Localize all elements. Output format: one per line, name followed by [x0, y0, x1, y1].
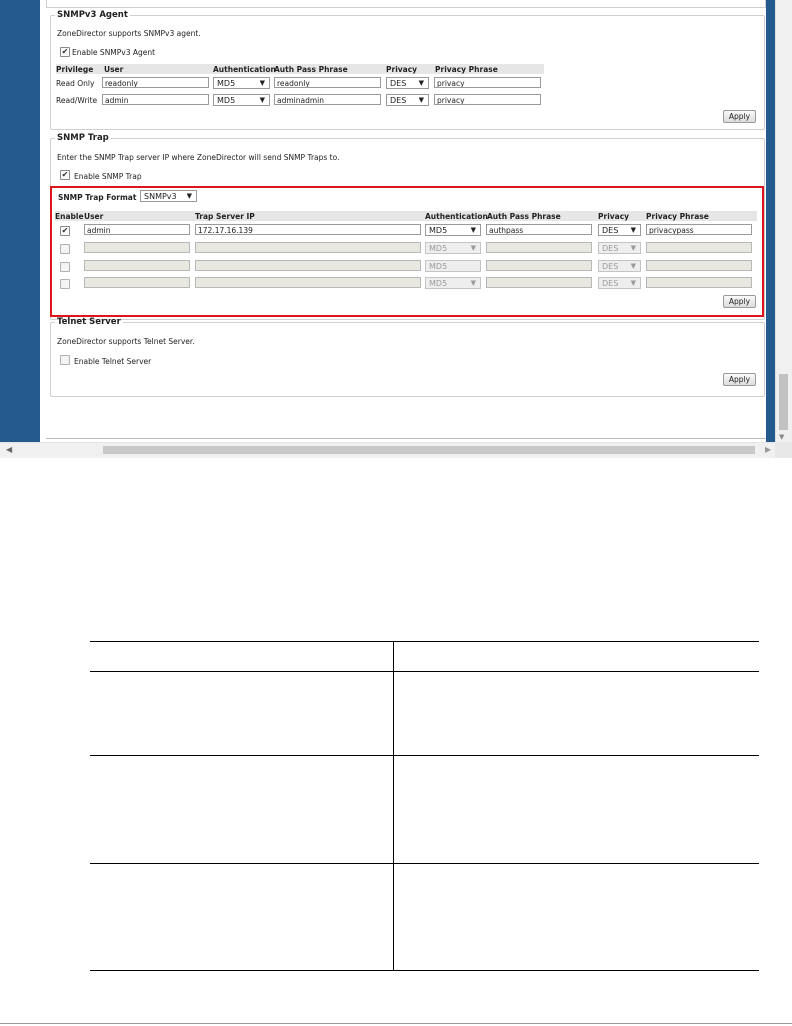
trap-privacy-value: DES — [602, 262, 619, 271]
trap-user-input[interactable] — [84, 242, 190, 253]
trap-user-input[interactable]: admin — [84, 224, 190, 235]
page-footer-line — [0, 1023, 792, 1024]
privilege-read-only: Read Only — [56, 79, 95, 88]
trap-privacy-phrase-input[interactable] — [646, 242, 752, 253]
trap-server-ip-input[interactable] — [195, 277, 421, 288]
chevron-down-icon: ▼ — [630, 244, 636, 252]
snmp-trap-description: Enter the SNMP Trap server IP where ZoneDirector will send SNMP Traps to. — [57, 153, 340, 162]
table-column-divider — [393, 641, 394, 971]
col-privilege: Privilege — [56, 65, 94, 74]
trap-auth-select[interactable] — [425, 260, 481, 272]
enable-snmp-trap-label: Enable SNMP Trap — [74, 172, 142, 181]
checkmark-icon: ✔ — [61, 47, 69, 56]
chevron-down-icon: ▼ — [470, 226, 476, 234]
col-auth-pass-phrase: Auth Pass Phrase — [487, 212, 561, 221]
table-row-border — [90, 863, 759, 864]
table-row-border — [90, 755, 759, 756]
trap-enable-checkbox[interactable] — [60, 244, 70, 254]
content-bottom-border — [46, 438, 766, 439]
trap-auth-value: MD5 — [429, 279, 448, 288]
col-authentication: Authentication — [213, 65, 276, 74]
agent-privacy-select[interactable] — [386, 94, 429, 106]
col-user: User — [84, 212, 104, 221]
trap-privacy-select[interactable] — [598, 224, 641, 236]
scroll-left-arrow-icon[interactable]: ◀ — [6, 445, 13, 454]
trap-privacy-value: DES — [602, 279, 619, 288]
chevron-down-icon: ▼ — [259, 96, 265, 104]
checkmark-icon: ✔ — [61, 170, 69, 179]
trap-auth-select[interactable] — [425, 242, 481, 254]
table-bottom-border — [90, 970, 759, 971]
col-authentication: Authentication — [425, 212, 488, 221]
trap-server-ip-input[interactable] — [195, 260, 421, 271]
trap-privacy-select[interactable] — [598, 242, 641, 254]
enable-telnet-server-checkbox[interactable] — [60, 355, 70, 365]
agent-auth-value: MD5 — [217, 96, 236, 105]
telnet-server-description: ZoneDirector supports Telnet Server. — [57, 337, 195, 346]
trap-enable-checkbox[interactable] — [60, 226, 70, 236]
trap-auth-value: MD5 — [429, 244, 448, 253]
agent-auth-select[interactable] — [213, 94, 270, 106]
chevron-down-icon: ▼ — [630, 262, 636, 270]
trap-auth-phrase-input[interactable] — [486, 260, 592, 271]
trap-auth-phrase-input[interactable] — [486, 242, 592, 253]
snmpv3-agent-description: ZoneDirector supports SNMPv3 agent. — [57, 29, 201, 38]
chevron-down-icon: ▼ — [186, 192, 192, 200]
trap-user-input[interactable] — [84, 277, 190, 288]
agent-auth-phrase-input[interactable]: adminadmin — [274, 94, 381, 105]
vertical-scrollbar-thumb[interactable] — [779, 374, 788, 430]
horizontal-scrollbar-thumb[interactable] — [103, 446, 755, 454]
chevron-down-icon: ▼ — [259, 79, 265, 87]
snmp-trap-title: SNMP Trap — [57, 133, 109, 143]
enable-snmp-trap-checkbox[interactable] — [60, 170, 70, 180]
snmpv3-agent-title: SNMPv3 Agent — [57, 10, 128, 20]
trap-auth-value: MD5 — [429, 262, 448, 271]
enable-snmpv3-agent-checkbox[interactable] — [60, 47, 70, 57]
agent-auth-value: MD5 — [217, 79, 236, 88]
chevron-down-icon: ▼ — [630, 279, 636, 287]
trap-privacy-phrase-input[interactable]: privacypass — [646, 224, 752, 235]
trap-auth-phrase-input[interactable]: authpass — [486, 224, 592, 235]
left-frame-bar — [0, 0, 40, 442]
trap-privacy-phrase-input[interactable] — [646, 277, 752, 288]
trap-server-ip-input[interactable] — [195, 242, 421, 253]
chevron-down-icon: ▼ — [418, 96, 424, 104]
telnet-server-title: Telnet Server — [57, 317, 121, 327]
privilege-read-write: Read/Write — [56, 96, 98, 105]
trap-user-input[interactable] — [84, 260, 190, 271]
col-privacy-phrase: Privacy Phrase — [646, 212, 709, 221]
trap-server-ip-input[interactable]: 172.17.16.139 — [195, 224, 421, 235]
trap-privacy-value: DES — [602, 226, 619, 235]
previous-section-edge — [46, 0, 766, 8]
trap-privacy-phrase-input[interactable] — [646, 260, 752, 271]
agent-privacy-phrase-input[interactable]: privacy — [434, 77, 541, 88]
right-frame-bar — [766, 0, 775, 442]
trap-auth-select[interactable] — [425, 277, 481, 289]
chevron-down-icon: ▼ — [470, 279, 476, 287]
col-enable: Enable — [55, 212, 84, 221]
enable-snmpv3-agent-label: Enable SNMPv3 Agent — [72, 48, 156, 57]
snmp-trap-format-select[interactable] — [140, 190, 197, 202]
agent-user-input[interactable]: readonly — [102, 77, 209, 88]
agent-user-input[interactable]: admin — [102, 94, 209, 105]
trap-enable-checkbox[interactable] — [60, 262, 70, 272]
trap-privacy-select[interactable] — [598, 277, 641, 289]
agent-privacy-value: DES — [390, 79, 407, 88]
col-privacy: Privacy — [598, 212, 630, 221]
table-top-border — [90, 641, 759, 642]
scrollbar-corner — [775, 442, 792, 458]
telnet-server-section — [50, 317, 765, 397]
chevron-down-icon: ▼ — [630, 226, 636, 234]
col-privacy: Privacy — [386, 65, 418, 74]
col-user: User — [104, 65, 124, 74]
chevron-down-icon: ▼ — [470, 244, 476, 252]
col-trap-server-ip: Trap Server IP — [195, 212, 255, 221]
col-privacy-phrase: Privacy Phrase — [435, 65, 498, 74]
col-auth-pass-phrase: Auth Pass Phrase — [274, 65, 348, 74]
chevron-down-icon: ▼ — [418, 79, 424, 87]
agent-privacy-value: DES — [390, 96, 407, 105]
trap-enable-checkbox[interactable] — [60, 279, 70, 289]
snmpv3-agent-apply-button[interactable]: Apply — [723, 110, 756, 123]
scroll-right-arrow-icon[interactable]: ▶ — [765, 445, 772, 454]
trap-auth-select[interactable] — [425, 224, 481, 236]
agent-auth-phrase-input[interactable]: readonly — [274, 77, 381, 88]
trap-privacy-select[interactable] — [598, 260, 641, 272]
checkmark-icon: ✔ — [61, 226, 69, 235]
agent-privacy-phrase-input[interactable]: privacy — [434, 94, 541, 105]
snmp-trap-format-value: SNMPv3 — [144, 192, 177, 201]
snmp-trap-apply-button[interactable]: Apply — [723, 295, 756, 308]
trap-privacy-value: DES — [602, 244, 619, 253]
enable-telnet-server-label: Enable Telnet Server — [74, 357, 152, 366]
snmp-trap-format-label: SNMP Trap Format — [58, 193, 137, 202]
agent-auth-select[interactable] — [213, 77, 270, 89]
trap-auth-value: MD5 — [429, 226, 448, 235]
telnet-apply-button[interactable]: Apply — [723, 373, 756, 386]
agent-privacy-select[interactable] — [386, 77, 429, 89]
trap-auth-phrase-input[interactable] — [486, 277, 592, 288]
scroll-down-arrow-icon[interactable]: ▼ — [779, 433, 785, 441]
screenshot-window — [0, 0, 792, 458]
table-header-border — [90, 671, 759, 672]
